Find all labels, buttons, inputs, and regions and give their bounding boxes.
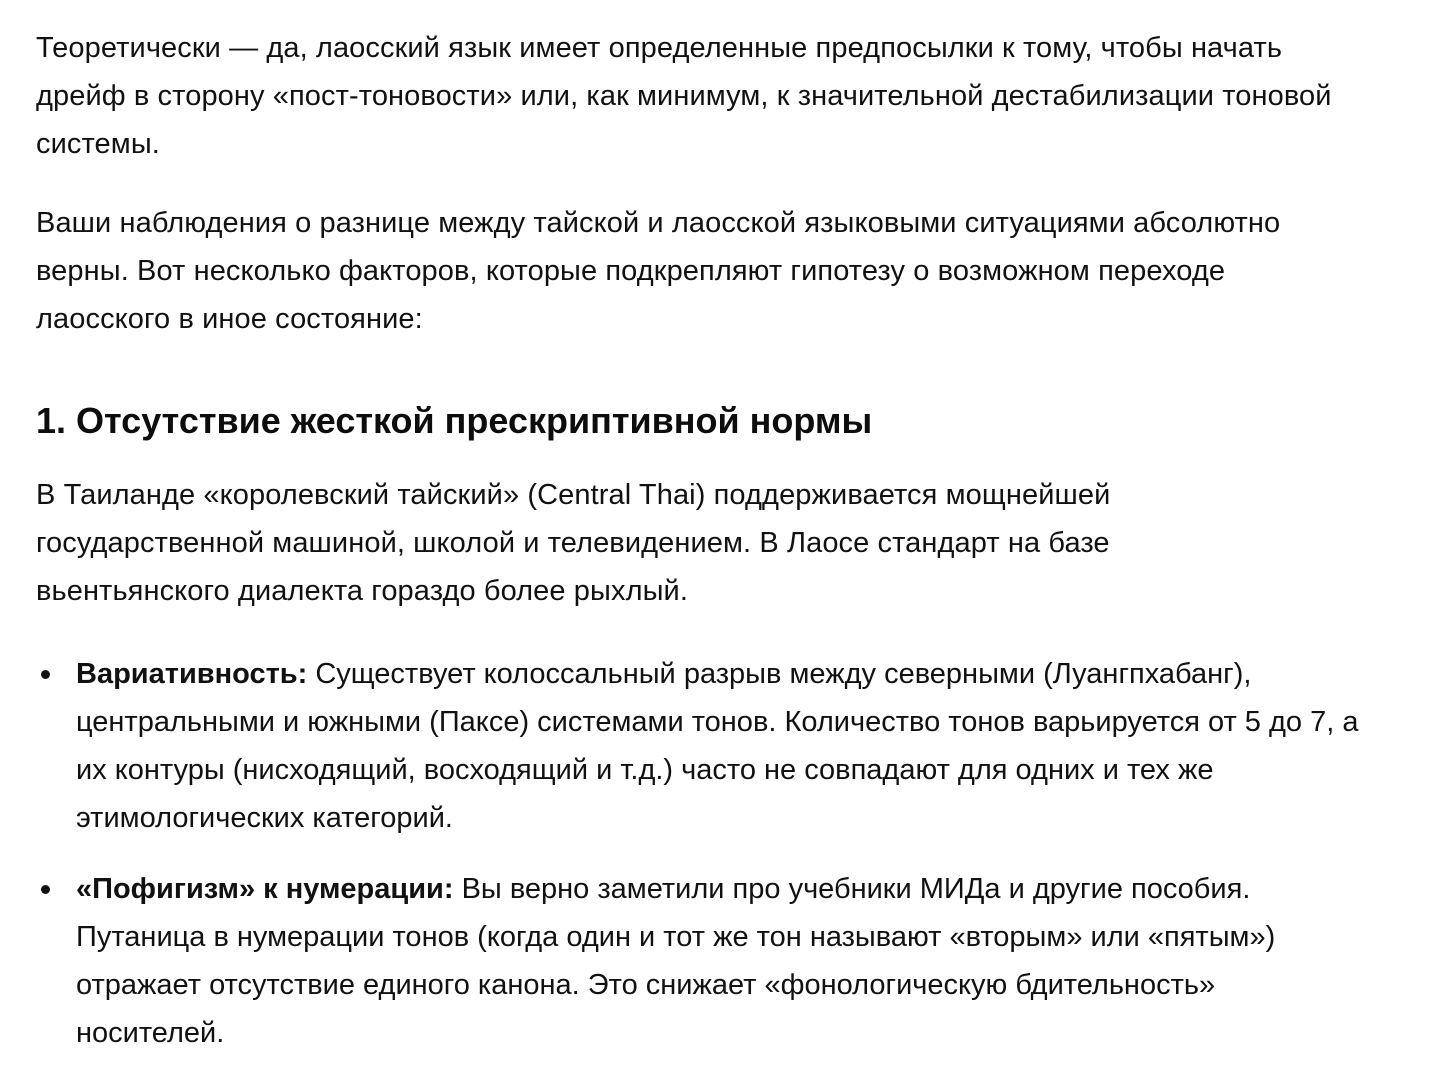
list-item-text: Существует колоссальный разрыв между северными (Луангпхабанг), центральными и южными (Паксе) системами тонов. Количество тонов варьируется от 5 до 7, а их контуры (нисходящий, восходящий и т.д.) часто не совпадают для одних и тех же этимологических категорий. [76,658,1359,834]
list-item [36,650,1366,842]
list-item [36,865,1366,1057]
bullet-list [36,650,1394,1057]
list-item-term: Вариативность: [76,658,308,690]
list-item-text: Вы верно заметили про учебники МИДа и другие пособия. Путаница в нумерации тонов (когда один и тот же тон называют «вторым» или «пятым») отражает отсутствие единого канона. Это снижает «фонологическую бдительность» носителей. [76,873,1276,1049]
section-heading: 1. Отсутствие жесткой прескриптивной нормы [36,400,873,441]
intro-paragraph-2: Ваши наблюдения о разнице между тайской и лаосской языковыми ситуациями абсолютно верны. Вот несколько факторов, которые подкрепляют гипотезу о возможном переходе лаосского в иное состояние: [36,207,1281,335]
bullet-icon [41,670,50,679]
list-item-term: «Пофигизм» к нумерации: [76,873,454,905]
section-paragraph: В Таиланде «королевский тайский» (Central Thai) поддерживается мощнейшей государственной машиной, школой и телевидением. В Лаосе стандарт на базе вьентьянского диалекта гораздо более рыхлый. [36,479,1111,607]
intro-paragraph-1: Теоретически — да, лаосский язык имеет определенные предпосылки к тому, чтобы начать дрейф в сторону «пост-тоновости» или, как минимум, к значительной дестабилизации тоновой системы. [36,32,1332,160]
bullet-icon [41,885,50,894]
